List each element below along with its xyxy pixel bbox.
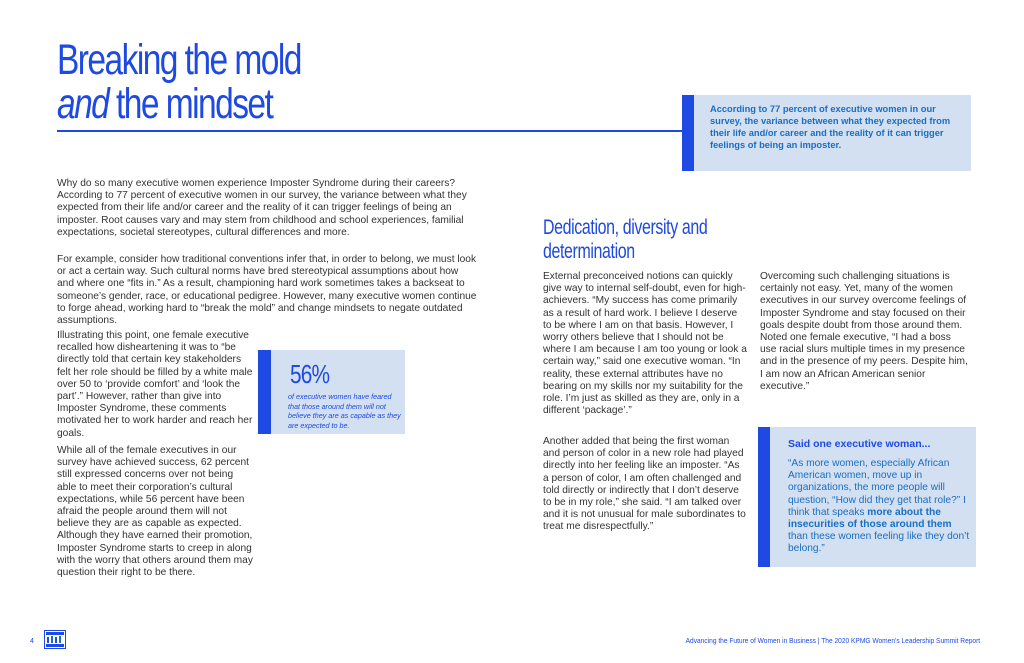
- subhead-line-2: determination: [543, 240, 635, 263]
- stat-description: of executive women have feared that those around them will not believe they are as capable as they are expected to be.: [288, 392, 401, 430]
- body-paragraph-3: Illustrating this point, one female executive recalled how disheartening it was to “be directly told that certain key stakeholders felt her role should be filled by a white male over 50 to ‘provide comfort’ and ‘look the part’.” However, rather than give into Imposter Syndrome, these comments motivated her to work harder and reach her goals.: [57, 330, 253, 439]
- pull-quote-callout: According to 77 percent of executive women in our survey, the variance between what they expected from their life and/or career and the reality of it can trigger feelings of being an imposter.: [694, 95, 971, 171]
- middle-paragraph-2: Another added that being the first woman and person of color in a new role had played directly into her feeling like an imposter. “As a person of color, I am often challenged and told directly or indirectly that I don’t deserve to be in my role,” she said. “I am talked over and it is not unusual for male subordinates to treat me disrespectfully.”: [543, 436, 746, 533]
- body-paragraph-1: Why do so many executive women experience Imposter Syndrome during their careers? According to 77 percent of executive women in our survey, the variance between what they expected from their life and/or career and the reality of it can trigger feelings of being an imposter. Root causes vary and may stem from childhood and school experiences, familial expectations, societal stereotypes, cultural differences and more.: [57, 178, 467, 238]
- stat-accent-bar: [258, 350, 271, 434]
- quote-heading: Said one executive woman...: [788, 438, 931, 450]
- subhead-line-1: Dedication, diversity and: [543, 216, 708, 239]
- summit-logo-icon: [44, 630, 66, 649]
- page-title: [57, 38, 301, 126]
- middle-paragraph-1: External preconceived notions can quickly give way to internal self-doubt, even for high-achievers. “My success has come primarily as a result of hard work. I believe I deserve to be where I am on that basis. However, I worry others believe that I should not be where I am because I am too young or look a certain way,” said one executive woman. “In reality, these external attributes have no bearing on my skills nor my suitability for the role. I’m just as skilled as they are, only in a different ‘package’.”: [543, 271, 747, 417]
- title-line-1: Breaking the mold: [57, 36, 301, 84]
- body-paragraph-4: While all of the female executives in our survey have achieved success, 62 percent still expressed concerns over not being able to meet their corporation’s cultural expectations, while 56 percent have been afraid the people around them will not believe they are as capable as expected. Although they have earned their promotion, Imposter Syndrome starts to creep in along with the worry that others around them may question their right to be there.: [57, 445, 253, 579]
- quote-text-bold: more about the insecurities of those around them: [788, 506, 952, 531]
- stat-number: 56%: [290, 359, 330, 389]
- footer-text: Advancing the Future of Women in Business | The 2020 KPMG Women’s Leadership Summit Report: [685, 636, 980, 645]
- callout-accent-bar: [682, 95, 694, 171]
- section-subhead: [543, 216, 707, 264]
- right-paragraph-1: Overcoming such challenging situations is certainly not easy. Yet, many of the women executives in our survey overcome feelings of Imposter Syndrome and stay focused on their goals despite doubt from those around them. Noted one female executive, “I had a boss use racial slurs multiple times in my presence and in the presence of my peers. Despite him, I am now an African American senior executive.”: [760, 271, 968, 392]
- page-number: 4: [30, 638, 34, 645]
- quote-accent-bar: [758, 427, 770, 567]
- quote-text-b: than these women feeling like they don’t belong.”: [788, 531, 970, 555]
- body-paragraph-2: For example, consider how traditional conventions infer that, in order to belong, we must look or act a certain way. Such cultural norms have bred stereotypical assumptions about how and where one “fits in.” As a result, championing hard work sometimes takes a backseat to someone’s gender, race, or educational pedigree. However, many executive women continue to forge ahead, working hard to “break the mold” and change mindsets to negate outdated assumptions.: [57, 254, 477, 327]
- quote-text-a: “As more women, especially African American women, move up in organizations, the more people will question, “How did they get that role?” I think that speaks: [788, 458, 966, 518]
- title-line-2: the mindset: [108, 80, 273, 128]
- title-divider: [57, 130, 697, 132]
- title-italic-word: and: [57, 80, 109, 128]
- quote-text: [788, 458, 972, 556]
